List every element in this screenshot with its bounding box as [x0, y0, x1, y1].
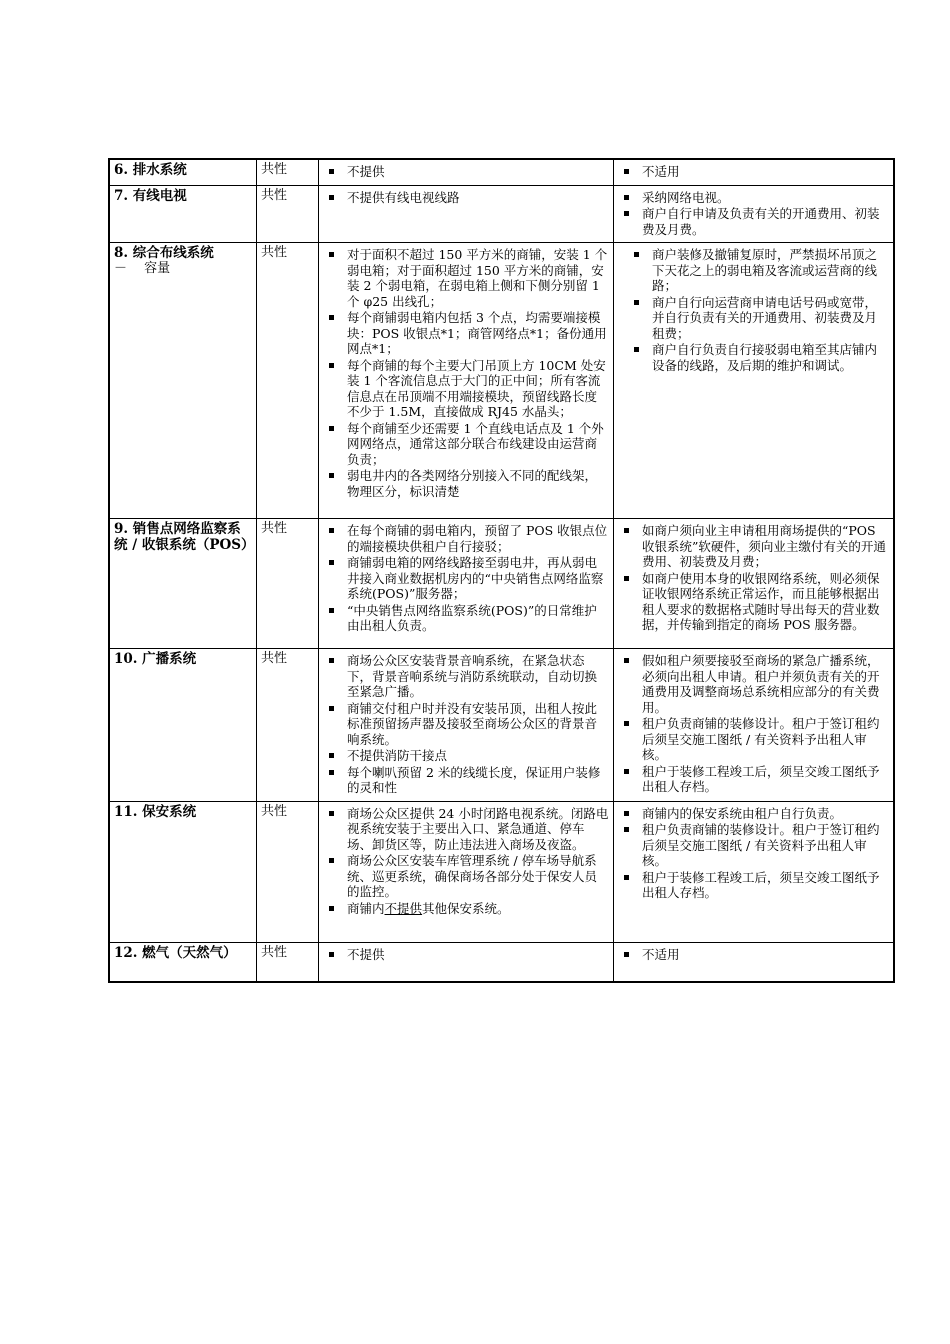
category-cell: 共性 [257, 243, 319, 519]
list-item: 商铺弱电箱的网络线路接至弱电井，再从弱电井接入商业数据机房内的“中央销售点网络监察系统(POS)”服务器； [323, 555, 609, 602]
tenant-responsibility-cell [614, 185, 895, 243]
system-name-cell: 6. 排水系统 [109, 159, 257, 185]
list-item: 在每个商铺的弱电箱内，预留了 POS 收银点位的端接模块供租户自行接驳； [323, 523, 609, 554]
landlord-provision-cell [319, 801, 614, 942]
list-item: 商铺交付租户时并没有安装吊顶，出租人按此标准预留扬声器及接驳至商场公众区的背景音响系统。 [323, 701, 609, 748]
list-item: 商户自行向运营商申请电话号码或宽带，并自行负责有关的开通费用、初装费及月租费； [618, 295, 889, 342]
table-row [109, 159, 894, 185]
system-name-cell: 10. 广播系统 [109, 649, 257, 802]
list-item: 采纳网络电视。 [618, 190, 889, 206]
underlined-text: 不提供 [384, 900, 423, 916]
list-item: 如商户使用本身的收银网络系统，则必须保证收银网络系统正常运作，而且能够根据出租人要求的数据格式随时导出每天的营业数据，并传输到指定的商场 POS 服务器。 [618, 571, 889, 633]
list-item: “中央销售点网络监察系统(POS)”的日常维护由出租人负责。 [323, 603, 609, 634]
landlord-provision-cell [319, 649, 614, 802]
system-name-cell: 7. 有线电视 [109, 185, 257, 243]
list-item: 如商户须向业主申请租用商场提供的“POS 收银系统”软硬件，须向业主缴付有关的开通费用、初装费及月费； [618, 523, 889, 570]
table-row [109, 942, 894, 982]
category-cell: 共性 [257, 801, 319, 942]
system-name-cell: 11. 保安系统 [109, 801, 257, 942]
list-item: 租户于装修工程竣工后，须呈交竣工图纸予出租人存档。 [618, 870, 889, 901]
list-item: 对于面积不超过 150 平方米的商铺，安装 1 个弱电箱；对于面积超过 150 平方米的商铺，安装 2 个弱电箱，在弱电箱上侧和下侧分别留 1 个 φ25 出线孔； [323, 247, 609, 309]
list-item: 不提供 [323, 947, 609, 963]
landlord-provision-cell [319, 185, 614, 243]
category-cell: 共性 [257, 519, 319, 649]
landlord-provision-cell [319, 519, 614, 649]
landlord-provision-cell [319, 243, 614, 519]
services-table [108, 158, 895, 983]
list-item: 不适用 [618, 164, 889, 180]
list-item: 商户装修及撤铺复原时，严禁损坏吊顶之下天花之上的弱电箱及客流或运营商的线路； [618, 247, 889, 294]
list-item: 每个商铺弱电箱内包括 3 个点，均需要端接模块：POS 收银点*1；商管网络点*1；备份通用网点*1； [323, 310, 609, 357]
table-row [109, 801, 894, 942]
list-item: 商铺内不提供其他保安系统。 [323, 901, 609, 917]
tenant-responsibility-cell [614, 801, 895, 942]
list-item: 租户于装修工程竣工后，须呈交竣工图纸予出租人存档。 [618, 764, 889, 795]
table-row [109, 649, 894, 802]
list-item: 商场公众区提供 24 小时闭路电视系统。闭路电视系统安装于主要出入口、紧急通道、停车场、卸货区等，防止违法进入商场及夜盗。 [323, 806, 609, 853]
table-row [109, 519, 894, 649]
list-item: 商户自行负责自行接驳弱电箱至其店铺内设备的线路，及后期的维护和调试。 [618, 342, 889, 373]
tenant-responsibility-cell [614, 519, 895, 649]
list-item: 租户负责商铺的装修设计。租户于签订租约后须呈交施工图纸 / 有关资料予出租人审核。 [618, 716, 889, 763]
landlord-provision-cell [319, 942, 614, 982]
list-item: 弱电井内的各类网络分别接入不同的配线架，物理区分，标识清楚 [323, 468, 609, 499]
list-item: 不适用 [618, 947, 889, 963]
system-name-cell: 8. 综合布线系统 － 容量 [109, 243, 257, 519]
list-item: 租户负责商铺的装修设计。租户于签订租约后须呈交施工图纸 / 有关资料予出租人审核。 [618, 822, 889, 869]
list-item: 商铺内的保安系统由租户自行负责。 [618, 806, 889, 822]
category-cell: 共性 [257, 942, 319, 982]
tenant-responsibility-cell [614, 649, 895, 802]
list-item: 每个商铺至少还需要 1 个直线电话点及 1 个外网网络点，通常这部分联合布线建设由运营商负责； [323, 421, 609, 468]
list-item: 商户自行申请及负责有关的开通费用、初装费及月费。 [618, 206, 889, 237]
list-item: 不提供消防干接点 [323, 748, 609, 764]
list-item: 不提供有线电视线路 [323, 190, 609, 206]
list-item: 假如租户须要接驳至商场的紧急广播系统，必须向出租人申请。租户并须负责有关的开通费用及调整商场总系统相应部分的有关费用。 [618, 653, 889, 715]
document-page [108, 158, 894, 983]
system-name-cell: 12. 燃气（天然气） [109, 942, 257, 982]
tenant-responsibility-cell [614, 243, 895, 519]
table-row [109, 243, 894, 519]
table-row [109, 185, 894, 243]
list-item: 每个喇叭预留 2 米的线缆长度，保证用户装修的灵和性 [323, 765, 609, 796]
tenant-responsibility-cell [614, 942, 895, 982]
category-cell: 共性 [257, 185, 319, 243]
system-name-cell: 9. 销售点网络监察系统 / 收银系统（POS） [109, 519, 257, 649]
list-item: 每个商铺的每个主要大门吊顶上方 10CM 处安装 1 个客流信息点于大门的正中间；所有客流信息点在吊顶端不用端接模块，预留线路长度不少于 1.5M，直接做成 RJ45 水晶头； [323, 358, 609, 420]
list-item: 不提供 [323, 164, 609, 180]
tenant-responsibility-cell [614, 159, 895, 185]
system-subtitle: － 容量 [114, 261, 171, 276]
list-item: 商场公众区安装车库管理系统 / 停车场导航系统、巡更系统，确保商场各部分处于保安人员的监控。 [323, 853, 609, 900]
category-cell: 共性 [257, 159, 319, 185]
landlord-provision-cell [319, 159, 614, 185]
list-item: 商场公众区安装背景音响系统，在紧急状态下，背景音响系统与消防系统联动，自动切换至紧急广播。 [323, 653, 609, 700]
category-cell: 共性 [257, 649, 319, 802]
